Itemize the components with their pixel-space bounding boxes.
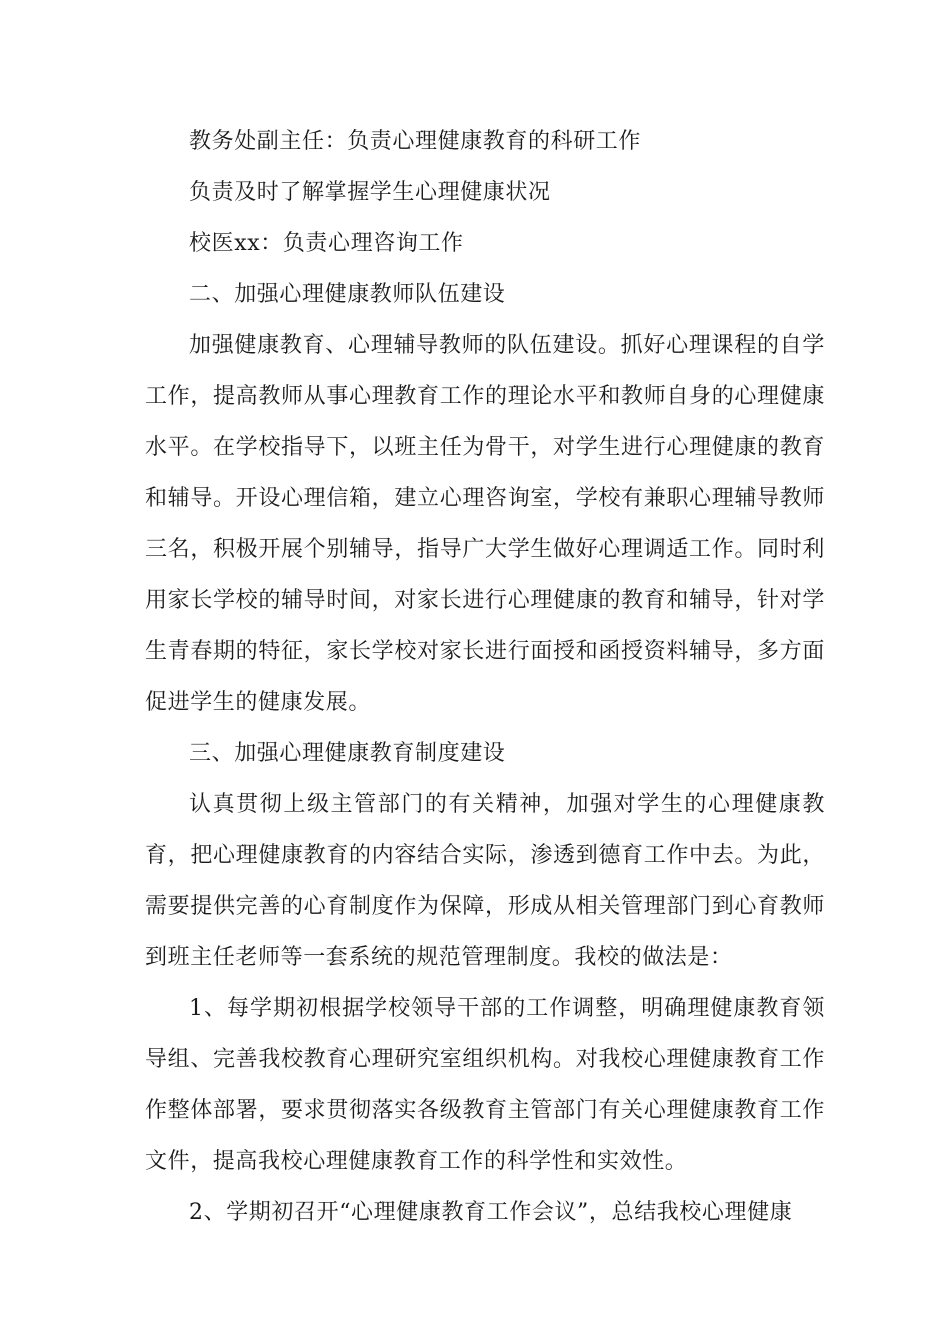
paragraph-item-1: 1、每学期初根据学校领导干部的工作调整，明确理健康教育领导组、完善我校教育心理研究室组织机构。对我校心理健康教育工作作整体部署，要求贯彻落实各级教育主管部门有关心理健康教育工作文件，提高我校心理健康教育工作的科学性和实效性。 [145,996,825,1174]
document-body [145,116,825,1238]
paragraph-system-building: 认真贯彻上级主管部门的有关精神，加强对学生的心理健康教育，把心理健康教育的内容结合实际，渗透到德育工作中去。为此，需要提供完善的心育制度作为保障，形成从相关管理部门到心育教师到班主任老师等一套系统的规范管理制度。我校的做法是： [145,792,825,970]
paragraph-item-2: 2、学期初召开“心理健康教育工作会议”，总结我校心理健康 [189,1200,793,1225]
section-heading-teacher-team: 二、加强心理健康教师队伍建设 [189,282,506,307]
paragraph-vice-director: 教务处副主任：负责心理健康教育的科研工作 [189,129,642,154]
section-heading-system-building: 三、加强心理健康教育制度建设 [189,741,506,766]
paragraph-teacher-team: 加强健康教育、心理辅导教师的队伍建设。抓好心理课程的自学工作，提高教师从事心理教育工作的理论水平和教师自身的心理健康水平。在学校指导下，以班主任为骨干，对学生进行心理健康的教育和辅导。开设心理信箱，建立心理咨询室，学校有兼职心理辅导教师三名，积极开展个别辅导，指导广大学生做好心理调适工作。同时利用家长学校的辅导时间，对家长进行心理健康的教育和辅导，针对学生青春期的特征，家长学校对家长进行面授和函授资料辅导，多方面促进学生的健康发展。 [145,333,825,715]
paragraph-student-status: 负责及时了解掌握学生心理健康状况 [189,180,551,205]
paragraph-school-doctor: 校医xx：负责心理咨询工作 [189,231,464,256]
